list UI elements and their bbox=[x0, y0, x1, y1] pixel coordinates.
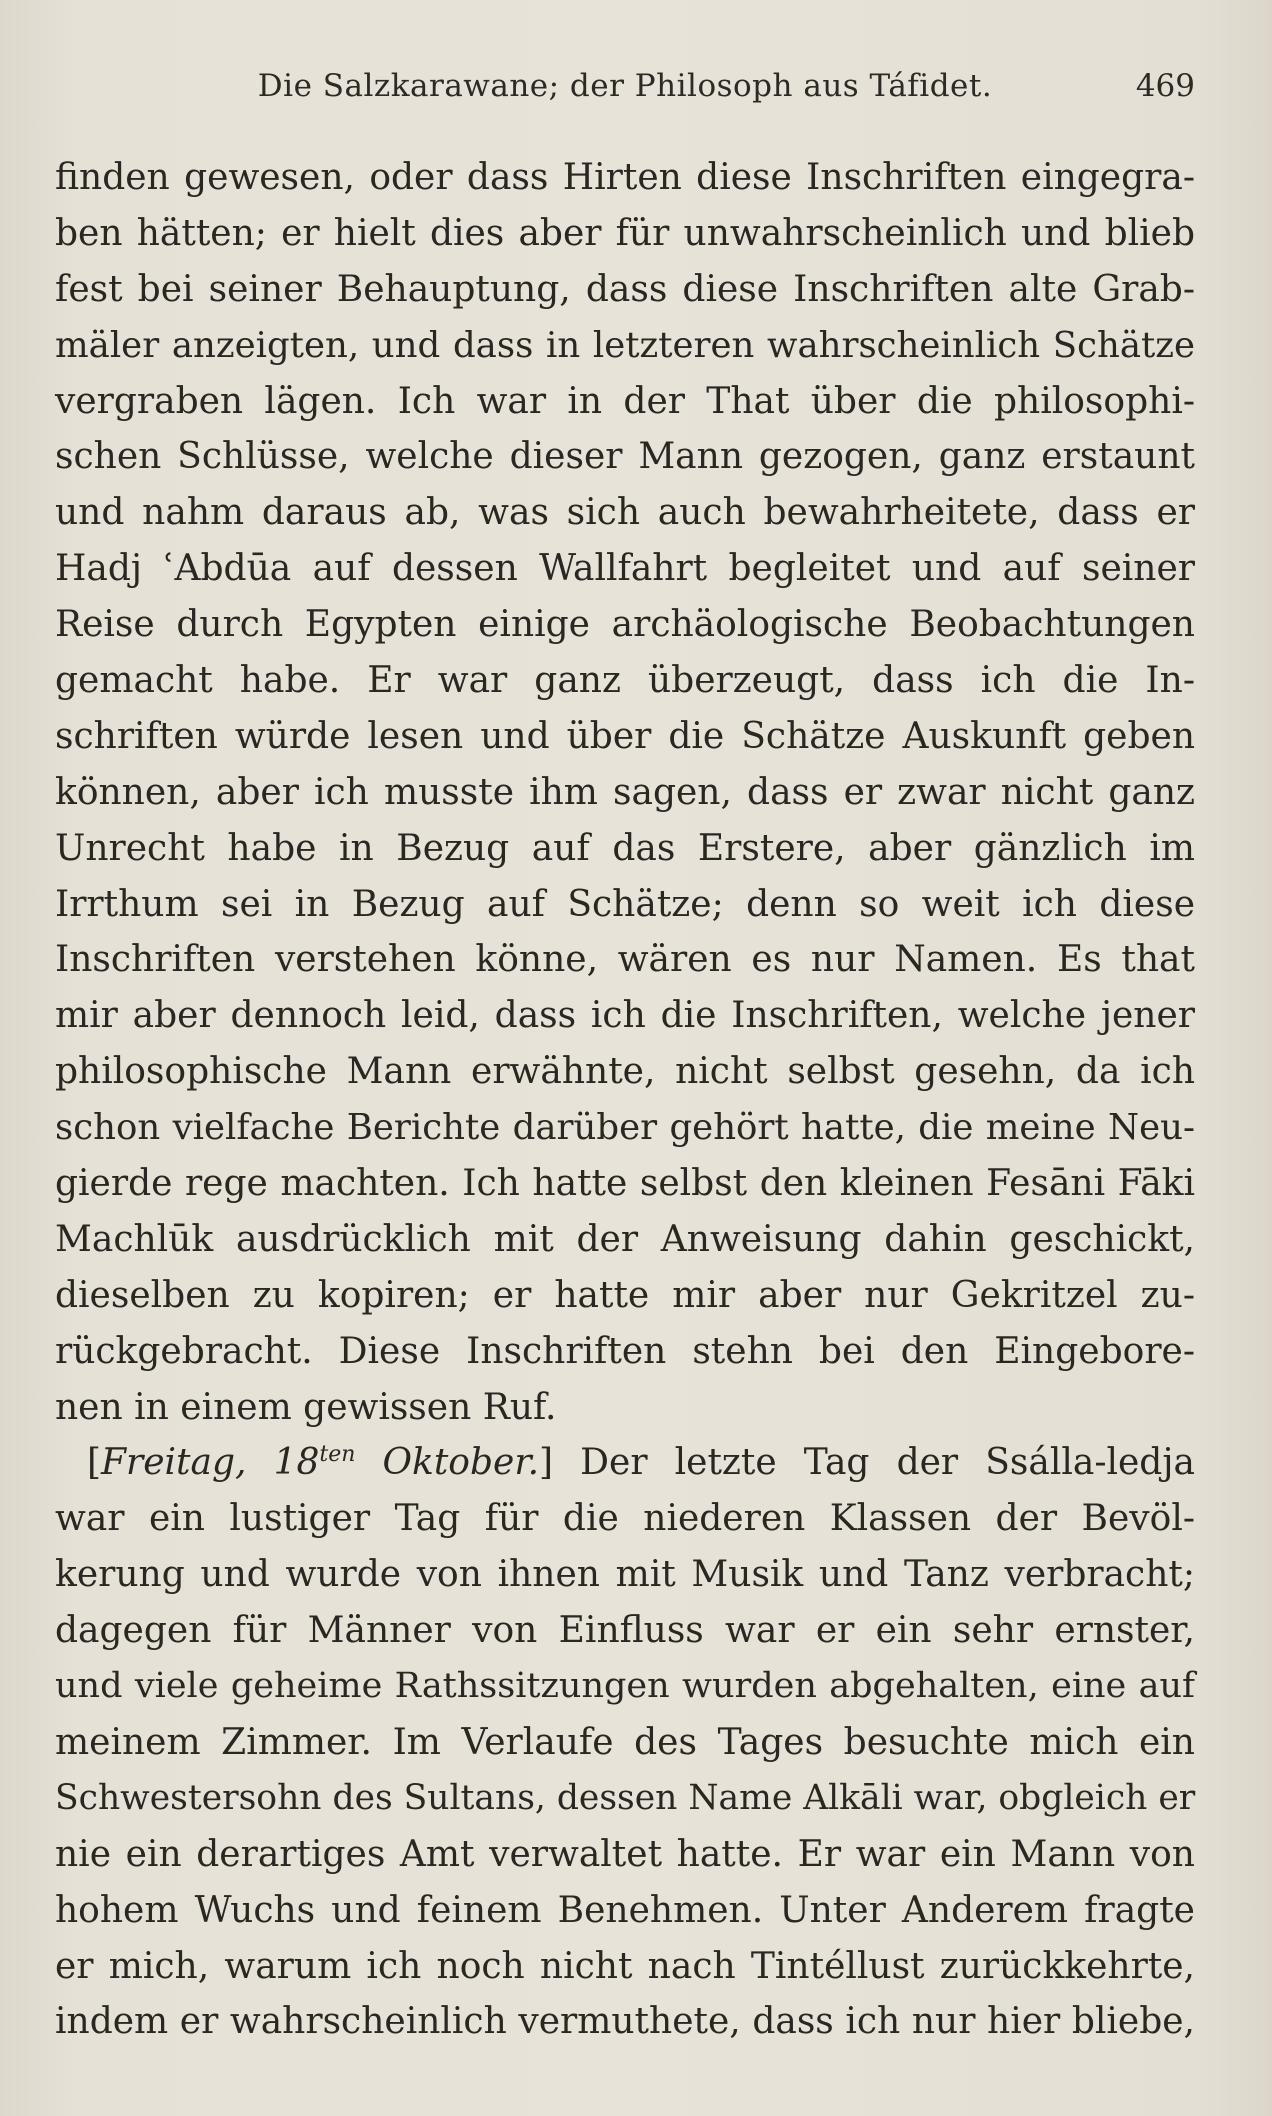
paragraph-2 bbox=[55, 1435, 1195, 2050]
date-bracket-open: [ bbox=[87, 1442, 102, 1484]
text-line: schon vielfache Berichte darüber gehört hatte, die meine Neu- bbox=[55, 1107, 1195, 1149]
text-line: nen in einem gewissen Ruf. bbox=[55, 1386, 557, 1428]
text-line: Hadj ʿAbdūa auf dessen Wallfahrt begleitet und auf seiner bbox=[55, 548, 1195, 590]
text-line: Reise durch Egypten einige archäologische Beobachtungen bbox=[55, 604, 1195, 646]
text-line: Irrthum sei in Bezug auf Schätze; denn so weit ich diese bbox=[55, 883, 1195, 925]
text-line: Unrecht habe in Bezug auf das Erstere, aber gänzlich im bbox=[55, 827, 1195, 869]
text-line: nie ein derartiges Amt verwaltet hatte. Er war ein Mann von bbox=[55, 1833, 1195, 1875]
running-title: Die Salzkarawane; der Philosoph aus Táfidet. bbox=[257, 68, 993, 104]
text-line: Schwestersohn des Sultans, dessen Name Alkāli war, obgleich er bbox=[55, 1777, 1196, 1818]
entry-first-line-text: Der letzte Tag der Ssálla-ledja bbox=[553, 1442, 1195, 1484]
body-text bbox=[55, 150, 1195, 2050]
text-line: mäler anzeigten, und dass in letzteren wahrscheinlich Schätze bbox=[55, 324, 1195, 366]
text-line: schen Schlüsse, welche dieser Mann gezogen, ganz erstaunt bbox=[55, 436, 1195, 478]
text-line: gemacht habe. Er war ganz überzeugt, dass ich die In- bbox=[55, 660, 1195, 702]
text-line: und nahm daraus ab, was sich auch bewahrheitete, dass er bbox=[55, 492, 1195, 534]
text-line: können, aber ich musste ihm sagen, dass er zwar nicht ganz bbox=[55, 771, 1195, 813]
text-line: indem er wahrscheinlich vermuthete, dass ich nur hier bliebe, bbox=[55, 2001, 1195, 2043]
text-line: mir aber dennoch leid, dass ich die Inschriften, welche jener bbox=[55, 995, 1195, 1037]
text-line: meinem Zimmer. Im Verlaufe des Tages besuchte mich ein bbox=[55, 1721, 1195, 1763]
text-line: er mich, warum ich noch nicht nach Tintéllust zurückkehrte, bbox=[55, 1945, 1195, 1987]
text-line: philosophische Mann erwähnte, nicht selbst gesehn, da ich bbox=[55, 1051, 1195, 1093]
text-line: hohem Wuchs und feinem Benehmen. Unter Anderem fragte bbox=[55, 1889, 1195, 1931]
running-head bbox=[55, 68, 1195, 122]
date-month: Oktober. bbox=[382, 1442, 540, 1484]
text-line: rückgebracht. Diese Inschriften stehn bei den Eingebore- bbox=[55, 1330, 1195, 1372]
text-line: gierde rege machten. Ich hatte selbst den kleinen Fesāni Fāki bbox=[55, 1163, 1195, 1205]
text-line: Inschriften verstehen könne, wären es nur Namen. Es that bbox=[55, 939, 1195, 981]
text-line: kerung und wurde von ihnen mit Musik und Tanz verbracht; bbox=[55, 1554, 1195, 1596]
text-line: ben hätten; er hielt dies aber für unwahrscheinlich und blieb bbox=[55, 212, 1195, 254]
date-day: Freitag, bbox=[101, 1442, 247, 1484]
text-line: dagegen für Männer von Einfluss war er ein sehr ernster, bbox=[55, 1610, 1195, 1652]
dated-entry-line bbox=[55, 1435, 1195, 1491]
text-line: und viele geheime Rathssitzungen wurden abgehalten, eine auf bbox=[55, 1666, 1195, 1707]
paragraph-1 bbox=[55, 150, 1195, 1435]
text-line: vergraben lägen. Ich war in der That über die philosophi- bbox=[55, 380, 1195, 422]
date-superscript: ten bbox=[319, 1442, 356, 1468]
text-line: schriften würde lesen und über die Schätze Auskunft geben bbox=[55, 715, 1195, 757]
date-number: 18 bbox=[273, 1442, 320, 1484]
text-line: finden gewesen, oder dass Hirten diese Inschriften eingegra- bbox=[55, 157, 1195, 198]
text-line: fest bei seiner Behauptung, dass diese Inschriften alte Grab- bbox=[55, 268, 1195, 310]
page-number: 469 bbox=[1135, 68, 1195, 104]
text-line: Machlūk ausdrücklich mit der Anweisung dahin geschickt, bbox=[55, 1218, 1195, 1260]
text-line: war ein lustiger Tag für die niederen Klassen der Bevöl- bbox=[55, 1498, 1195, 1540]
date-bracket-close: ] bbox=[539, 1442, 554, 1484]
text-line: dieselben zu kopiren; er hatte mir aber nur Gekritzel zu- bbox=[55, 1274, 1195, 1316]
